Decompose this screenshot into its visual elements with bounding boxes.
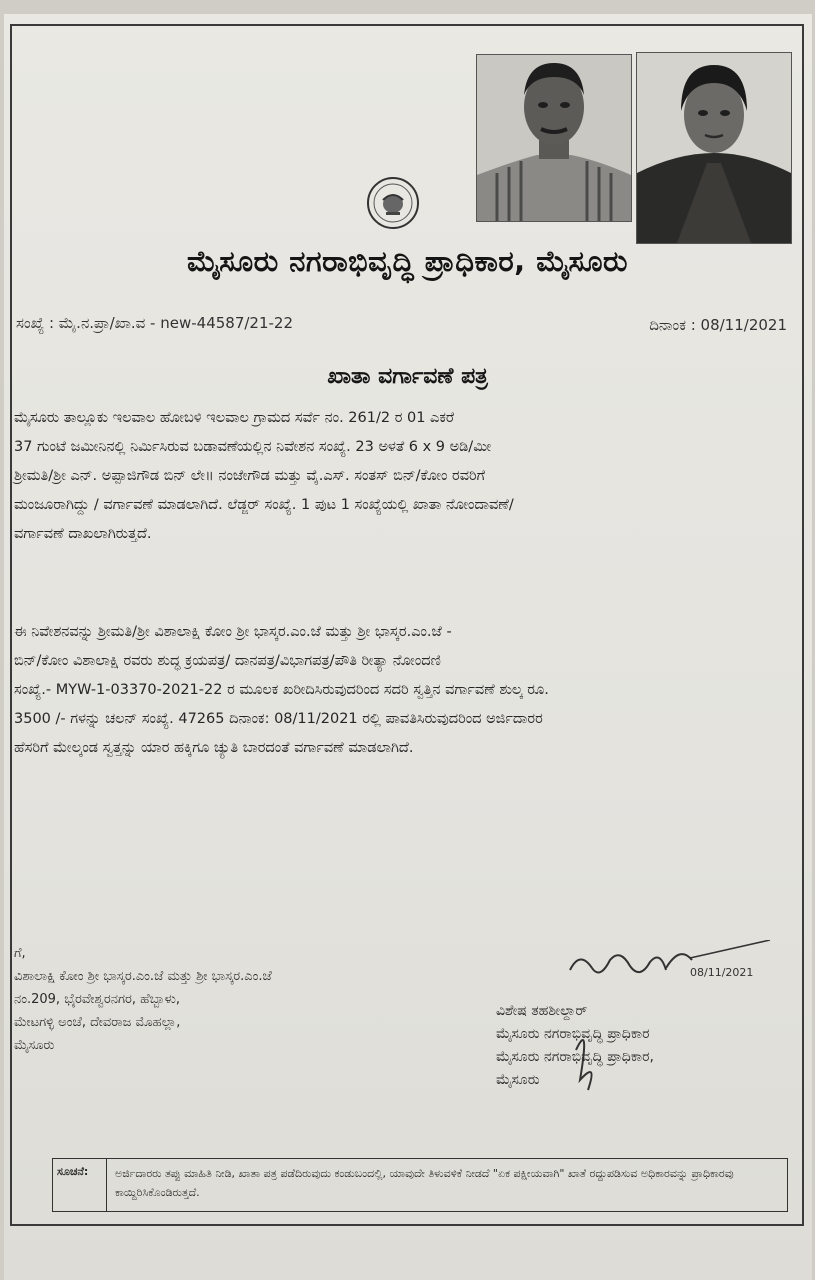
authority-name: ಮೈಸೂರು ನಗರಾಭಿವೃದ್ಧಿ ಪ್ರಾಧಿಕಾರ, ಮೈಸೂರು — [186, 244, 629, 278]
transfer-paragraph: ಈ ನಿವೇಶನವನ್ನು ಶ್ರೀಮತಿ/ಶ್ರೀ ವಿಶಾಲಾಕ್ಷಿ ಕೋಂ ಶ್ರೀ ಭಾಸ್ಕರ.ಎಂ.ಜೆ ಮತ್ತು ಶ್ರೀ ಭಾಸ್ಕರ.ಎಂ.ಜೆ - ಬಿನ್/ಕೋಂ ವಿಶಾಲಾಕ್ಷಿ ರವರು ಶುದ್ಧ ಕ್ರಯಪತ್ರ/ ದಾನಪತ್ರ/ವಿಭಾಗಪತ್ರ/ಪೌತಿ ರೀತ್ಯಾ ನೋಂದಣಿ ಸಂಖ್ಯೆ.- MYW-1-03370-2021-22 ರ ಮೂಲಕ ಖರೀದಿಸಿರುವುದರಿಂದ ಸದರಿ ಸ್ವತ್ತಿನ ವರ್ಗಾವಣೆ ಶುಲ್ಕ ರೂ. 3500 /- ಗಳನ್ನು ಚಲನ್ ಸಂಖ್ಯೆ. 47265 ದಿನಾಂಕ: 08/11/2021 ರಲ್ಲಿ ಪಾವತಿಸಿರುವುದರಿಂದ ಅರ್ಜಿದಾರರ ಹೆಸರಿಗೆ ಮೇಲ್ಕಂಡ ಸ್ವತ್ತನ್ನು ಯಾರ ಹಕ್ಕಿಗೂ ಚ್ಯುತಿ ಬಾರದಂತೆ ವರ್ಗಾವಣೆ ಮಾಡಲಾಗಿದೆ. — [14, 624, 549, 756]
note-box — [52, 1158, 788, 1212]
document-title: ಖಾತಾ ವರ್ಗಾವಣೆ ಪತ್ರ — [327, 364, 488, 389]
note-label: ಸೂಚನೆ: — [53, 1159, 107, 1211]
recipient-block — [14, 942, 454, 1057]
allotment-paragraph: ಮೈಸೂರು ತಾಲ್ಲೂಕು ಇಲವಾಲ ಹೋಬಳಿ ಇಲವಾಲ ಗ್ರಾಮದ ಸರ್ವೆ ನಂ. 261/2 ರ 01 ಎಕರೆ 37 ಗುಂಟೆ ಜಮೀನಿನಲ್ಲಿ ನಿರ್ಮಿಸಿರುವ ಬಡಾವಣೆಯಲ್ಲಿನ ನಿವೇಶನ ಸಂಖ್ಯೆ. 23 ಅಳತೆ 6 x 9 ಅಡಿ/ಮೀ ಶ್ರೀಮತಿ/ಶ್ರೀ ಎನ್. ಅಪ್ಪಾಜಿಗೌಡ ಬಿನ್ ಲೇ॥ ನಂಜೇಗೌಡ ಮತ್ತು ವೈ.ಎಸ್. ಸಂತಸ್ ಬಿನ್/ಕೋಂ ರವರಿಗೆ ಮಂಜೂರಾಗಿದ್ದು / ವರ್ಗಾವಣೆ ಮಾಡಲಾಗಿದೆ. ಲೆಡ್ಜರ್ ಸಂಖ್ಯೆ. 1 ಪುಟ 1 ಸಂಖ್ಯೆಯಲ್ಲಿ ಖಾತಾ ನೋಂದಾವಣೆ/ ವರ್ಗಾವಣೆ ದಾಖಲಾಗಿರುತ್ತದೆ. — [14, 410, 514, 542]
signatory-designation: ವಿಶೇಷ ತಹಶೀಲ್ದಾರ್ ಮೈಸೂರು ನಗರಾಭಿವೃದ್ಧಿ ಪ್ರಾಧಿಕಾರ ಮೈಸೂರು ನಗರಾಭಿವೃದ್ಧಿ ಪ್ರಾಧಿಕಾರ, ಮೈಸೂರು — [496, 1003, 654, 1088]
reference-number: ಸಂಖ್ಯೆ : ಮೈ.ನ.ಪ್ರಾ/ಖಾ.ವ - new-44587/21-22 — [16, 314, 294, 332]
issue-date: ದಿನಾಂಕ : 08/11/2021 — [649, 316, 787, 334]
applicant-photo-female — [636, 52, 792, 244]
recipient-to: ಗೆ, — [14, 946, 26, 961]
authority-emblem — [366, 176, 420, 230]
signature-date: 08/11/2021 — [690, 966, 754, 979]
note-text: ಅರ್ಜಿದಾರರು ತಪ್ಪು ಮಾಹಿತಿ ನೀಡಿ, ಖಾತಾ ಪತ್ರ ಪಡೆದಿರುವುದು ಕಂಡುಬಂದಲ್ಲಿ, ಯಾವುದೇ ತಿಳುವಳಿಕೆ ನೀಡದೆ "ಏಕ ಪಕ್ಷೀಯವಾಗಿ" ಖಾತೆ ರದ್ದುಪಡಿಸುವ ಅಧಿಕಾರವನ್ನು ಪ್ರಾಧಿಕಾರವು ಕಾಯ್ದಿರಿಸಿಕೊಂಡಿರುತ್ತದೆ. — [115, 1167, 734, 1199]
applicant-photo-male — [476, 54, 632, 222]
recipient-address: ವಿಶಾಲಾಕ್ಷಿ ಕೋಂ ಶ್ರೀ ಭಾಸ್ಕರ.ಎಂ.ಜೆ ಮತ್ತು ಶ್ರೀ ಭಾಸ್ಕರ.ಎಂ.ಜೆ ನಂ.209, ಭೈರವೇಶ್ವರನಗರ, ಹೆಬ್ಬಾಳು, ಮೇಟಗಳ್ಳಿ ಅಂಚೆ, ದೇವರಾಜ ಮೊಹಲ್ಲಾ, ಮೈಸೂರು — [14, 969, 272, 1053]
